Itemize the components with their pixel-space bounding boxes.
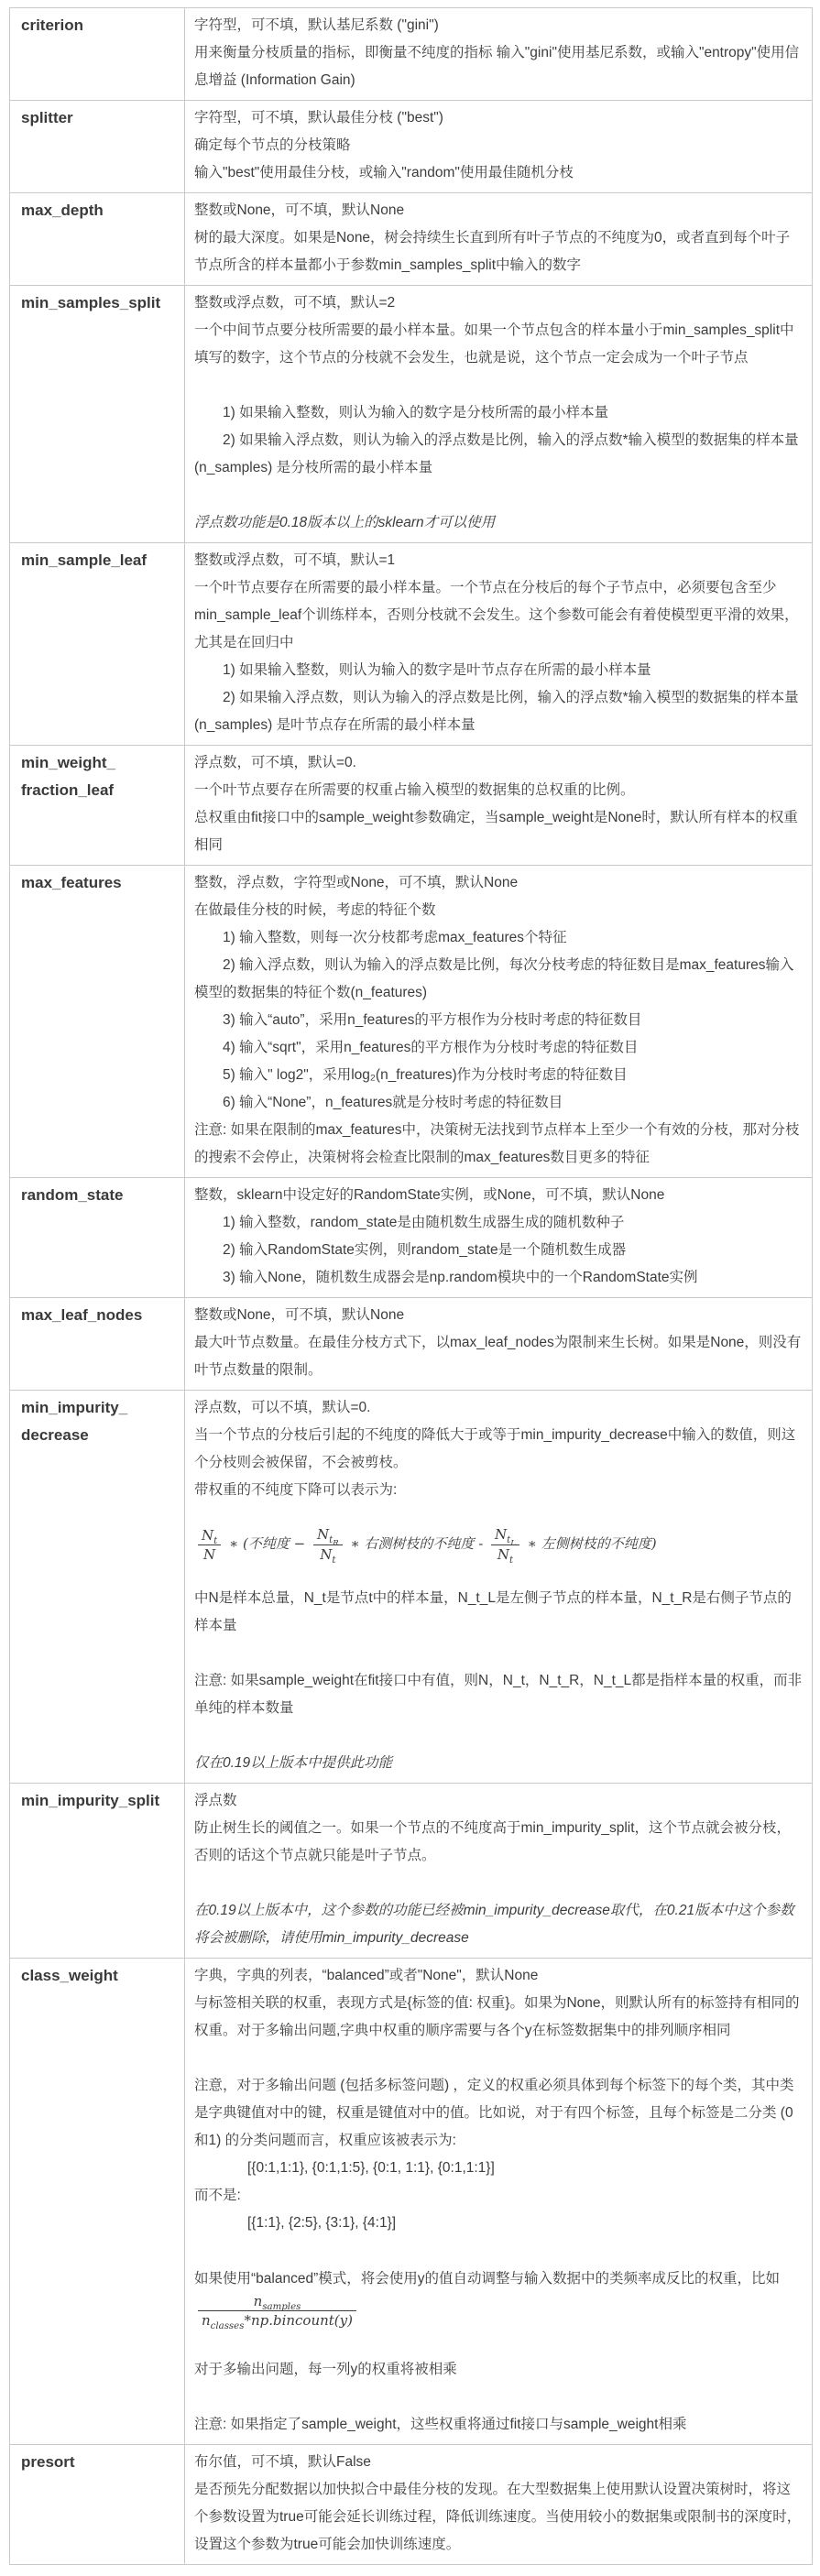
parameter-table <box>9 7 813 2565</box>
parameter-table-body <box>10 8 813 2565</box>
spacer <box>194 482 803 509</box>
desc-paragraph: 一个叶节点要存在所需要的权重占输入模型的数据集的总权重的比例。 <box>194 782 635 798</box>
desc-paragraph: 当一个节点的分枝后引起的不纯度的降低大于或等于min_impurity_decrease中输入的数值，则这个分枝则会被保留，不会被剪枝。 <box>194 1427 796 1470</box>
formula-text: ∗ (不纯度 − <box>224 1535 310 1553</box>
param-desc-cell <box>185 193 813 286</box>
desc-paragraph: 用来衡量分枝质量的指标，即衡量不纯度的指标 输入"gini"使用基尼系数，或输入"entropy"使用信息增益 (Information Gain) <box>194 45 800 88</box>
table-row <box>10 1298 813 1391</box>
desc-paragraph: 整数或浮点数，可不填，默认=1 <box>194 552 396 568</box>
param-desc-cell <box>185 1959 813 2445</box>
param-name-cell: min_samples_split <box>10 286 185 543</box>
desc-paragraph: 一个中间节点要分枝所需要的最小样本量。如果一个节点包含的样本量小于min_samples_split中填写的数字，这个节点的分枝就不会发生，也就是说，这个节点一定会成为一个叶子节点 <box>194 322 794 366</box>
table-row <box>10 1178 813 1298</box>
fraction: $\frac{n_{samples}}{n_{classes}*np.bincount(y)}$ <box>198 2293 356 2329</box>
table-row <box>10 101 813 193</box>
desc-paragraph: 树的最大深度。如果是None，树会持续生长直到所有叶子节点的不纯度为0，或者直到每个叶子节点所含的样本量都小于参数min_samples_split中输入的数字 <box>194 230 791 273</box>
param-name-cell: criterion <box>10 8 185 101</box>
param-name-cell: max_features <box>10 866 185 1178</box>
desc-paragraph: 2) 如果输入浮点数，则认为输入的浮点数是比例，输入的浮点数*输入模型的数据集的样本量 (n_samples) 是叶节点存在所需的最小样本量 <box>194 690 799 733</box>
desc-paragraph: 整数，sklearn中设定好的RandomState实例，或None，可不填，默认None <box>194 1187 665 1203</box>
table-row <box>10 543 813 746</box>
desc-paragraph: 注意: 如果sample_weight在fit接口中有值，则N，N_t，N_t_R，N_t_L都是指样本量的权重，而非单纯的样本数量 <box>194 1673 803 1717</box>
spacer <box>194 2045 803 2072</box>
desc-paragraph: 6) 输入“None”，n_features就是分枝时考虑的特征数目 <box>223 1095 563 1110</box>
desc-paragraph: 3) 输入None，随机数生成器会是np.random模块中的一个RandomState实例 <box>223 1270 698 1285</box>
desc-paragraph: 2) 如果输入浮点数，则认为输入的浮点数是比例，输入的浮点数*输入模型的数据集的样本量 (n_samples) 是分枝所需的最小样本量 <box>194 432 799 475</box>
formula <box>194 2265 803 2332</box>
table-row <box>10 746 813 866</box>
desc-paragraph: 字典，字典的列表，“balanced”或者"None"，默认None <box>194 1968 539 1984</box>
desc-paragraph: 2) 输入RandomState实例，则random_state是一个随机数生成器 <box>223 1242 627 1258</box>
param-desc-cell <box>185 543 813 746</box>
formula-text: ∗ 右测树枝的不纯度 - <box>345 1535 488 1553</box>
desc-paragraph: 注意，对于多输出问题 (包括多标签问题) ，定义的权重必须具体到每个标签下的每个类，其中类是字典键值对中的键，权重是键值对中的值。比如说，对于有四个标签，且每个标签是二分类 (0和1) 的分类问题而言，权重应该被表示为: <box>194 2078 794 2149</box>
desc-paragraph: 带权重的不纯度下降可以表示为: <box>194 1482 398 1498</box>
desc-paragraph: 整数，浮点数，字符型或None，可不填，默认None <box>194 875 519 890</box>
desc-paragraph: 整数或浮点数，可不填，默认=2 <box>194 295 396 311</box>
desc-paragraph: 浮点数，可不填，默认=0. <box>194 755 356 770</box>
param-name-cell: min_impurity_decrease <box>10 1391 185 1784</box>
param-name-cell: splitter <box>10 101 185 193</box>
desc-paragraph: 1) 如果输入整数，则认为输入的数字是分枝所需的最小样本量 <box>223 405 609 420</box>
desc-paragraph: 对于多输出问题，每一列y的权重将被相乘 <box>194 2362 457 2378</box>
spacer <box>194 2384 803 2411</box>
spacer <box>194 2237 803 2265</box>
param-desc-cell <box>185 1178 813 1298</box>
param-name-cell: max_depth <box>10 193 185 286</box>
version-note: 仅在0.19以上版本中提供此功能 <box>194 1755 393 1772</box>
desc-paragraph: 整数或None，可不填，默认None <box>194 202 405 218</box>
desc-paragraph: 2) 输入浮点数，则认为输入的浮点数是比例，每次分枝考虑的特征数目是max_features输入模型的数据集的特征个数(n_features) <box>194 957 794 1000</box>
param-desc-cell <box>185 2445 813 2565</box>
table-row <box>10 1784 813 1959</box>
desc-paragraph: 布尔值，可不填，默认False <box>194 2454 371 2471</box>
table-row <box>10 2445 813 2565</box>
table-row <box>10 193 813 286</box>
param-desc-cell <box>185 1298 813 1391</box>
spacer <box>194 2329 803 2356</box>
param-desc-cell <box>185 286 813 543</box>
desc-paragraph: 1) 输入整数，random_state是由随机数生成器生成的随机数种子 <box>223 1215 625 1230</box>
desc-paragraph: 浮点数 <box>194 1793 237 1809</box>
desc-paragraph: 字符型，可不填，默认基尼系数 ("gini") <box>194 17 439 33</box>
param-desc-cell <box>185 1391 813 1784</box>
formula <box>194 1526 803 1566</box>
param-name-cell: min_impurity_split <box>10 1784 185 1959</box>
spacer <box>194 1640 803 1667</box>
fraction: $\frac{N_{t_L}}{N_t}$ <box>491 1526 519 1563</box>
param-desc-cell <box>185 8 813 101</box>
desc-paragraph: 总权重由fit接口中的sample_weight参数确定，当sample_weight是None时，默认所有样本的权重相同 <box>194 810 798 853</box>
desc-paragraph: 注意: 如果在限制的max_features中，决策树无法找到节点样本上至少一个有效的分枝，那对分枝的搜索不会停止，决策树将会检查比限制的max_features数目更多的特征 <box>194 1122 800 1165</box>
formula-text: ∗ 左侧树枝的不纯度) <box>523 1535 657 1553</box>
desc-paragraph: 中N是样本总量，N_t是节点t中的样本量，N_t_L是左侧子节点的样本量，N_t_R是右侧子节点的样本量 <box>194 1590 792 1634</box>
desc-paragraph: 输入"best"使用最佳分枝，或输入"random"使用最佳随机分枝 <box>194 165 574 180</box>
desc-paragraph: 确定每个节点的分枝策略 <box>194 137 351 153</box>
param-name-cell: max_leaf_nodes <box>10 1298 185 1391</box>
desc-paragraph: 而不是: <box>194 2188 241 2204</box>
param-desc-cell <box>185 1784 813 1959</box>
desc-paragraph: 浮点数，可以不填，默认=0. <box>194 1400 371 1415</box>
formula-text: 如果使用“balanced”模式，将会使用y的值自动调整与输入数据中的类频率成反比的权重，比如 <box>194 2271 780 2287</box>
desc-paragraph: 3) 输入“auto”，采用n_features的平方根作为分枝时考虑的特征数目 <box>223 1012 642 1028</box>
desc-paragraph: 一个叶节点要存在所需要的最小样本量。一个节点在分枝后的每个子节点中，必须要包含至少min_sample_leaf个训练样本，否则分枝就不会发生。这个参数可能会有着使模型更平滑的效果，尤其是在回归中 <box>194 580 799 650</box>
spacer <box>194 1722 803 1750</box>
param-name-cell: random_state <box>10 1178 185 1298</box>
table-row <box>10 1391 813 1784</box>
param-desc-cell <box>185 866 813 1178</box>
desc-paragraph: 在做最佳分枝的时候，考虑的特征个数 <box>194 902 436 918</box>
fraction: $\frac{N_t}{N}$ <box>198 1527 221 1563</box>
table-row <box>10 286 813 543</box>
param-desc-cell <box>185 101 813 193</box>
code-line: [{1:1}, {2:5}, {3:1}, {4:1}] <box>247 2215 397 2232</box>
param-name-cell: class_weight <box>10 1959 185 2445</box>
desc-paragraph: 是否预先分配数据以加快拟合中最佳分枝的发现。在大型数据集上使用默认设置决策树时，将这个参数设置为true可能会延长训练过程，降低训练速度。当使用较小的数据集或限制书的深度时，设置这个参数为true可能会加快训练速度。 <box>194 2482 802 2553</box>
desc-paragraph: 注意: 如果指定了sample_weight，这些权重将通过fit接口与sample_weight相乘 <box>194 2417 687 2433</box>
table-row <box>10 8 813 101</box>
param-name-cell: presort <box>10 2445 185 2565</box>
desc-paragraph: 1) 如果输入整数，则认为输入的数字是叶节点存在所需的最小样本量 <box>223 662 651 678</box>
desc-paragraph: 5) 输入" log2"，采用log₂(n_freatures)作为分枝时考虑的特征数目 <box>223 1067 628 1083</box>
code-line: [{0:1,1:1}, {0:1,1:5}, {0:1, 1:1}, {0:1,1:1}] <box>247 2160 495 2177</box>
fraction: $\frac{N_{t_R}}{N_t}$ <box>313 1526 343 1563</box>
param-name-cell: min_sample_leaf <box>10 543 185 746</box>
version-note: 浮点数功能是0.18版本以上的sklearn才可以使用 <box>194 515 496 530</box>
table-row <box>10 866 813 1178</box>
desc-paragraph: 防止树生长的阈值之一。如果一个节点的不纯度高于min_impurity_split，这个节点就会被分枝，否则的话这个节点就只能是叶子节点。 <box>194 1820 792 1864</box>
desc-paragraph: 与标签相关联的权重，表现方式是{标签的值: 权重}。如果为None，则默认所有的标签持有相同的权重。对于多输出问题,字典中权重的顺序需要与各个y在标签数据集中的排列顺序相同 <box>194 1995 800 2039</box>
spacer <box>194 1870 803 1897</box>
desc-paragraph: 1) 输入整数，则每一次分枝都考虑max_features个特征 <box>223 930 567 945</box>
desc-paragraph: 最大叶节点数量。在最佳分枝方式下，以max_leaf_nodes为限制来生长树。如果是None，则没有叶节点数量的限制。 <box>194 1335 802 1378</box>
spacer <box>194 372 803 399</box>
desc-paragraph: 4) 输入“sqrt"，采用n_features的平方根作为分枝时考虑的特征数目 <box>223 1040 639 1055</box>
desc-paragraph: 整数或None，可不填，默认None <box>194 1307 405 1323</box>
version-note: 在0.19以上版本中，这个参数的功能已经被min_impurity_decrease取代，在0.21版本中这个参数将会被删除，请使用min_impurity_decrease <box>194 1903 794 1947</box>
param-name-cell: min_weight_fraction_leaf <box>10 746 185 866</box>
desc-paragraph: 字符型，可不填，默认最佳分枝 ("best") <box>194 110 443 126</box>
table-row <box>10 1959 813 2445</box>
param-desc-cell <box>185 746 813 866</box>
